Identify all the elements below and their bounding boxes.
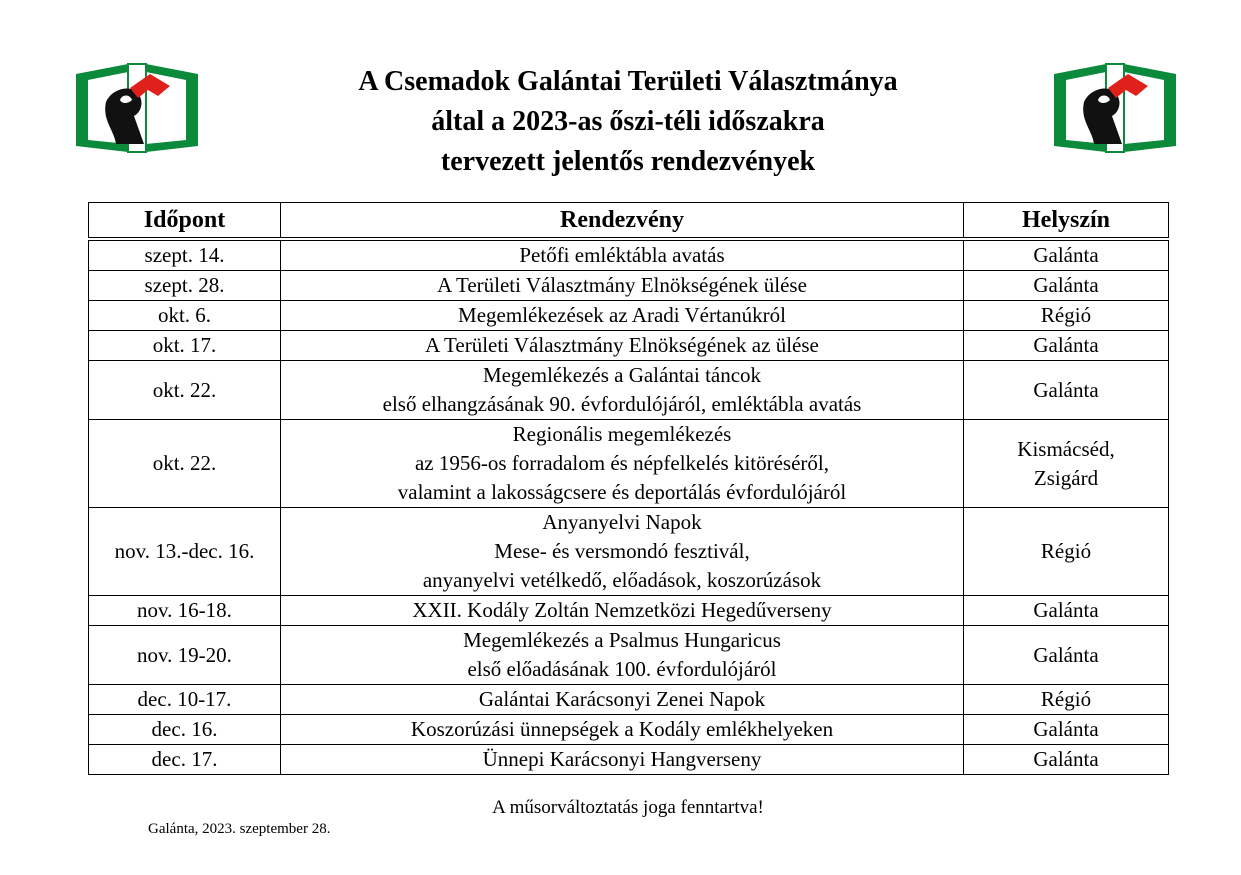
place-line: Régió xyxy=(1040,539,1092,563)
place-line: Galánta xyxy=(1033,243,1099,267)
csemadok-logo-right xyxy=(1050,60,1180,156)
place-line: Galánta xyxy=(1033,377,1099,402)
place-line: Galánta xyxy=(1033,642,1099,667)
event-line: valamint a lakosságcsere és deportálás évfordulójáról xyxy=(397,480,847,504)
event-line: XXII. Kodály Zoltán Nemzetközi Hegedűverseny xyxy=(412,598,832,622)
place-cell xyxy=(964,745,1169,775)
event-cell xyxy=(281,685,964,715)
place-line: Galánta xyxy=(1033,333,1099,357)
place-line: Kismácséd, xyxy=(1017,436,1115,461)
event-line: Anyanyelvi Napok xyxy=(542,510,702,534)
date-cell: szept. 28. xyxy=(89,271,281,301)
title-line-1: A Csemadok Galántai Területi Választmánya xyxy=(358,66,898,97)
table-row xyxy=(89,626,1169,685)
event-cell xyxy=(281,301,964,331)
event-cell xyxy=(281,715,964,745)
column-header-event: Rendezvény xyxy=(281,203,964,240)
place-cell xyxy=(964,715,1169,745)
event-line: az 1956-os forradalom és népfelkelés kitöréséről, xyxy=(414,451,829,475)
table-row xyxy=(89,239,1169,271)
table-row xyxy=(89,420,1169,508)
column-header-place: Helyszín xyxy=(964,203,1169,240)
place-line: Galánta xyxy=(1033,717,1099,741)
program-change-note: A műsorváltoztatás joga fenntartva! xyxy=(492,797,764,818)
date-cell: okt. 6. xyxy=(89,301,281,331)
date-cell: okt. 17. xyxy=(89,331,281,361)
place-line: Zsigárd xyxy=(1033,465,1099,490)
event-line: Regionális megemlékezés xyxy=(512,422,732,446)
table-row xyxy=(89,685,1169,715)
event-cell xyxy=(281,596,964,626)
events-table xyxy=(88,202,1169,775)
event-cell xyxy=(281,239,964,271)
place-and-date: Galánta, 2023. szeptember 28. xyxy=(148,821,331,837)
table-row xyxy=(89,301,1169,331)
place-cell xyxy=(964,685,1169,715)
csemadok-logo-left xyxy=(72,60,202,156)
title-line-3: tervezett jelentős rendezvények xyxy=(440,146,816,177)
place-cell xyxy=(964,626,1169,685)
event-cell xyxy=(281,626,964,685)
event-cell xyxy=(281,745,964,775)
date-cell: dec. 17. xyxy=(89,745,281,775)
date-cell: szept. 14. xyxy=(89,239,281,271)
event-line: Mese- és versmondó fesztivál, xyxy=(494,539,750,563)
event-line: Koszorúzási ünnepségek a Kodály emlékhelyeken xyxy=(410,717,834,741)
event-line: Ünnepi Karácsonyi Hangverseny xyxy=(482,747,762,771)
table-row xyxy=(89,745,1169,775)
event-cell xyxy=(281,271,964,301)
event-line: Petőfi emléktábla avatás xyxy=(519,243,725,267)
place-cell xyxy=(964,420,1169,508)
event-line: A Területi Választmány Elnökségének ülése xyxy=(437,273,807,297)
table-row xyxy=(89,715,1169,745)
place-cell xyxy=(964,331,1169,361)
place-line: Régió xyxy=(1040,687,1092,711)
place-line: Galánta xyxy=(1033,598,1099,622)
event-line: első előadásának 100. évfordulójáról xyxy=(467,657,777,681)
event-cell xyxy=(281,508,964,596)
place-cell xyxy=(964,361,1169,420)
event-cell xyxy=(281,331,964,361)
table-row xyxy=(89,508,1169,596)
date-cell: nov. 19-20. xyxy=(89,626,281,685)
date-cell: nov. 13.-dec. 16. xyxy=(89,508,281,596)
event-line: Megemlékezések az Aradi Vértanúkról xyxy=(458,303,786,327)
event-cell xyxy=(281,361,964,420)
table-row xyxy=(89,331,1169,361)
place-line: Régió xyxy=(1040,303,1092,327)
date-cell: okt. 22. xyxy=(89,361,281,420)
table-row xyxy=(89,271,1169,301)
event-line: anyanyelvi vetélkedő, előadások, koszorúzások xyxy=(422,568,822,592)
table-row xyxy=(89,596,1169,626)
event-line: Megemlékezés a Galántai táncok xyxy=(482,363,762,387)
date-cell: dec. 10-17. xyxy=(89,685,281,715)
event-line: első elhangzásának 90. évfordulójáról, emléktábla avatás xyxy=(382,392,862,416)
date-cell: nov. 16-18. xyxy=(89,596,281,626)
place-cell xyxy=(964,239,1169,271)
event-line: Galántai Karácsonyi Zenei Napok xyxy=(478,687,766,711)
place-line: Galánta xyxy=(1033,747,1099,771)
event-line: Megemlékezés a Psalmus Hungaricus xyxy=(463,628,781,652)
date-cell: okt. 22. xyxy=(89,420,281,508)
title-line-2: által a 2023-as őszi-téli időszakra xyxy=(431,106,825,137)
place-cell xyxy=(964,508,1169,596)
event-cell xyxy=(281,420,964,508)
place-cell xyxy=(964,301,1169,331)
place-cell xyxy=(964,596,1169,626)
table-header-row xyxy=(89,203,1169,240)
place-line: Galánta xyxy=(1033,273,1099,297)
event-line: A Területi Választmány Elnökségének az ülése xyxy=(425,333,819,357)
place-cell xyxy=(964,271,1169,301)
date-cell: dec. 16. xyxy=(89,715,281,745)
column-header-date: Időpont xyxy=(89,203,281,240)
table-row xyxy=(89,361,1169,420)
document-title xyxy=(250,62,1006,182)
